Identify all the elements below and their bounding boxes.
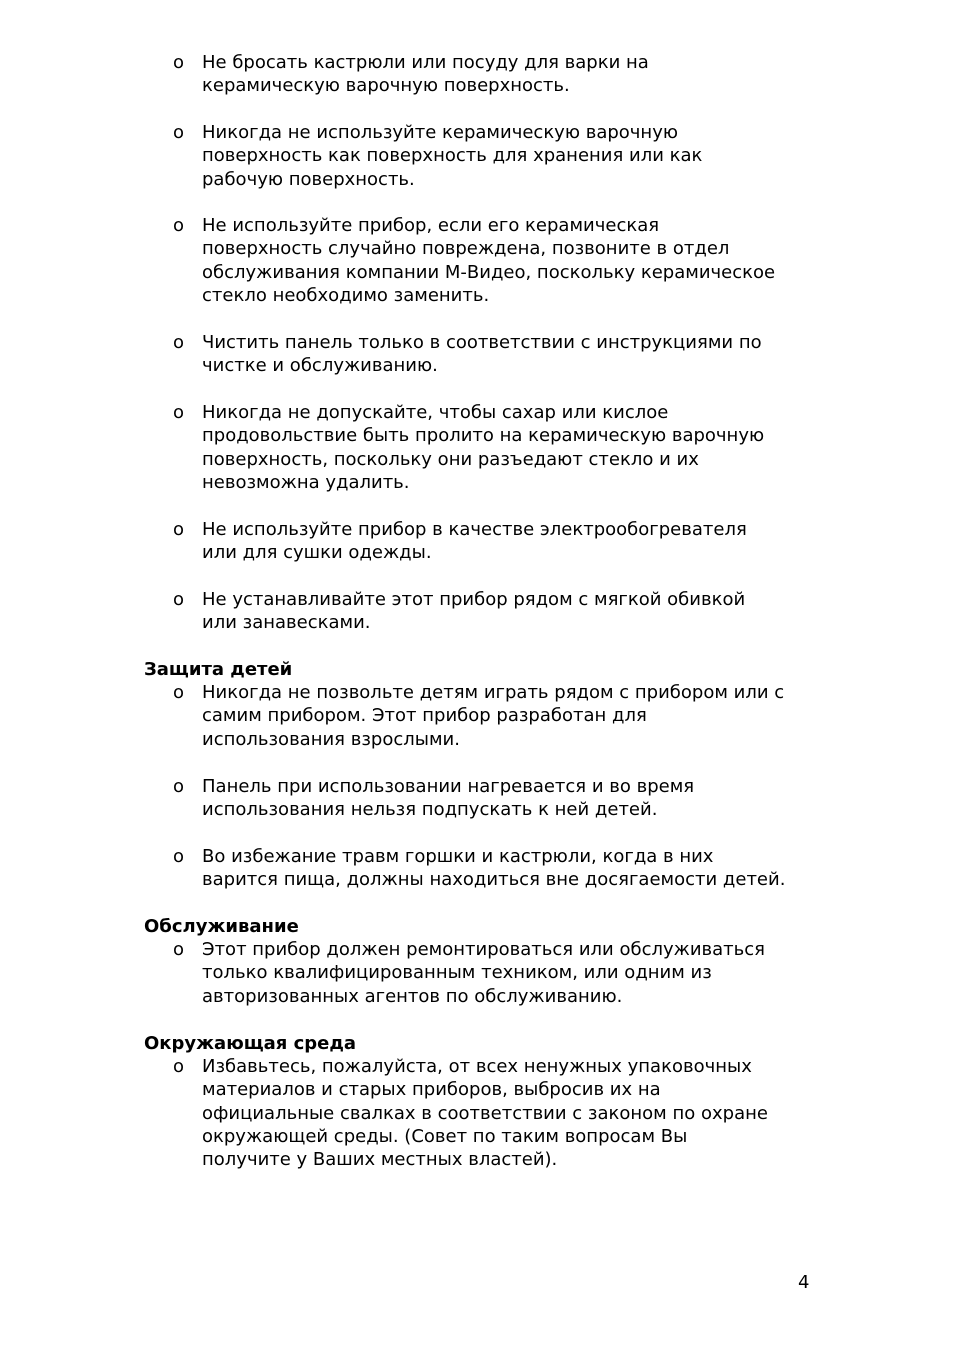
- list-item-text: Никогда не позвольте детям играть рядом с прибором или с самим прибором. Этот прибор разработан для использования взрослыми.: [202, 682, 785, 750]
- list-item-text: Никогда не используйте керамическую варочную поверхность как поверхность для хранения или как рабочую поверхность.: [202, 122, 703, 190]
- list-item-text: Не устанавливайте этот прибор рядом с мягкой обивкой или занавесками.: [202, 589, 746, 634]
- bullet-marker: o: [173, 52, 185, 73]
- list-item-text: Не бросать кастрюли или посуду для варки на керамическую варочную поверхность.: [202, 52, 649, 97]
- list-item-text: Панель при использовании нагревается и во время использования нельзя подпускать к ней детей.: [202, 776, 695, 821]
- list-item-text: Не используйте прибор, если его керамическая поверхность случайно повреждена, позвоните в отдел обслуживания компании М-Видео, поскольку керамическое стекло необходимо заменить.: [202, 215, 776, 306]
- list-item-text: Этот прибор должен ремонтироваться или обслуживаться только квалифицированным техником, или одним из авторизованных агентов по обслуживанию.: [202, 939, 765, 1007]
- bullet-marker: o: [173, 519, 185, 540]
- section-heading-child-safety: Защита детей: [144, 659, 293, 680]
- bullet-marker: o: [173, 939, 185, 960]
- page-number: 4: [798, 1272, 810, 1293]
- bullet-marker: o: [173, 589, 185, 610]
- list-item-text: Чистить панель только в соответствии с инструкциями по чистке и обслуживанию.: [202, 332, 762, 377]
- bullet-marker: o: [173, 1056, 185, 1077]
- list-item-text: Во избежание травм горшки и кастрюли, когда в них варится пища, должны находиться вне досягаемости детей.: [202, 846, 786, 891]
- list-item-text: Избавьтесь, пожалуйста, от всех ненужных упаковочных материалов и старых приборов, выбросив их на официальные свалках в соответствии с законом по охране окружающей среды. (Совет по таким вопросам Вы получите у Ваших местных властей).: [202, 1056, 768, 1171]
- bullet-marker: o: [173, 332, 185, 353]
- list-item-text: Не используйте прибор в качестве электрообогревателя или для сушки одежды.: [202, 519, 747, 564]
- bullet-marker: o: [173, 846, 185, 867]
- bullet-marker: o: [173, 682, 185, 703]
- section-heading-service: Обслуживание: [144, 916, 299, 937]
- list-item-text: Никогда не допускайте, чтобы сахар или кислое продовольствие быть пролито на керамическую варочную поверхность, поскольку они разъедают стекло и их невозможна удалить.: [202, 402, 765, 493]
- bullet-marker: o: [173, 122, 185, 143]
- section-heading-environment: Окружающая среда: [144, 1033, 357, 1054]
- bullet-marker: o: [173, 776, 185, 797]
- bullet-marker: o: [173, 215, 185, 236]
- bullet-marker: o: [173, 402, 185, 423]
